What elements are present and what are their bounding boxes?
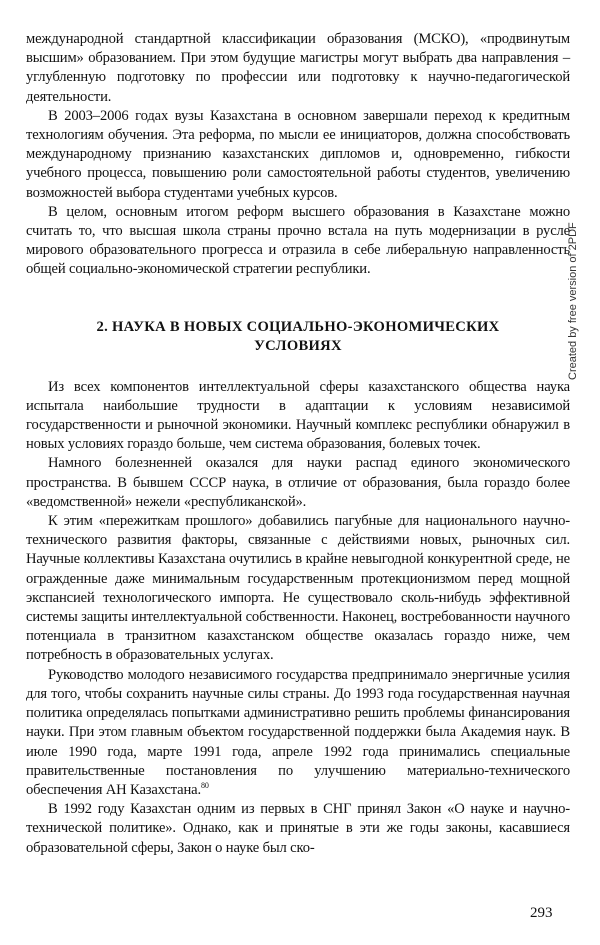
- paragraph-reform-results: В целом, основным итогом реформ высшего образования в Казахстане можно считать то, что высшая школа страны прочно встала на путь модернизации в русле мирового образовательного прогресса и отразила в себе либеральную направленность общей социально-экономической стратегии республики.: [26, 203, 570, 278]
- section-heading-line2: УСЛОВИЯХ: [254, 337, 342, 354]
- paragraph-msko: международной стандартной классификации образования (МСКО), «продвинутым высшим» образованием. При этом будущие магистры могут выбрать два направления – углубленную подготовку по профессии или подготовку к научно-педагогической деятельности.: [26, 31, 570, 105]
- paragraph-market-forces: К этим «пережиткам прошлого» добавились пагубные для национального научно-технического развития факторы, связанные с действиями новых, рыночных сил. Научные коллективы Казахстана очутились в крайне невыгодной конкурентной среде, не огражденные даже минимальным государственным протекционизмом перед мощной экспансией технологического импорта. Не существовало сколь-нибудь эффективной системы защиты интеллектуальной собственности. Наконец, востребованности научного потенциала в транзитном казахстанском обществе оказалась гораздо ниже, чем потребность в образовательных услугах.: [26, 513, 570, 664]
- page-number: 293: [530, 905, 553, 921]
- section-heading: [26, 318, 570, 356]
- paragraph-credit-technologies: В 2003–2006 годах вузы Казахстана в основном завершали переход к кредитным технологиям обучения. Эта реформа, по мысли ее инициаторов, должна способствовать международному признанию казахстанских дипломов и, одновременно, гибкости учебного процесса, повышению роли самостоятельной работы студентов, увеличению возможностей выбора студентами учебных курсов.: [26, 107, 570, 201]
- page-body: [26, 30, 570, 858]
- footnote-reference[interactable]: 80: [200, 781, 209, 791]
- paragraph-state-efforts: [26, 666, 570, 800]
- watermark-text: Created by free version of 2PDF: [567, 222, 579, 380]
- paragraph-science-law: В 1992 году Казахстан одним из первых в СНГ принял Закон «О науке и научно-технической политике». Однако, как и принятые в эти же годы законы, касавшиеся образовательной сферы, Закон о науке был ско-: [26, 801, 570, 856]
- paragraph-science-difficulties: Из всех компонентов интеллектуальной сферы казахстанского общества наука испытала наибольшие трудности в адаптации к условиям независимой государственности и рыночной экономики. Научный комплекс республики обнаружил в новых условиях гораздо больше, чем система образования, болевых точек.: [26, 378, 570, 453]
- section-heading-line1: 2. НАУКА В НОВЫХ СОЦИАЛЬНО-ЭКОНОМИЧЕСКИХ: [96, 318, 500, 335]
- paragraph-economic-space: Намного болезненней оказался для науки распад единого экономического пространства. В бывшем СССР наука, в отличие от образования, была гораздо более «ведомственной» нежели «республиканской».: [26, 455, 570, 510]
- paragraph-state-efforts-text: Руководство молодого независимого государства предпринимало энергичные усилия для того, чтобы сохранить научные силы страны. До 1993 года государственная научная политика определялась попытками административно решить проблемы финансирования науки. При этом главным объектом государственной поддержки была Академия наук. В июле 1990 года, марте 1991 года, апреле 1992 года принимались специальные правительственные постановления по улучшению материально-технического обеспечения АН Казахстана.: [26, 666, 570, 798]
